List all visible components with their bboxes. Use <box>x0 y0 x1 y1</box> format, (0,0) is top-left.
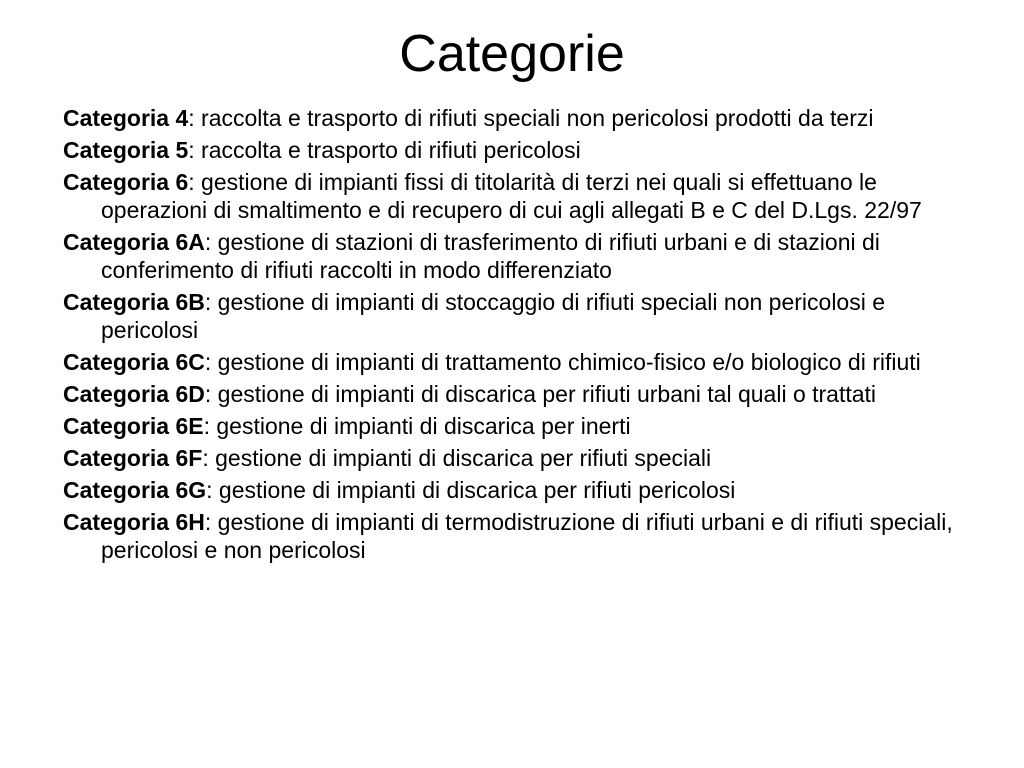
category-description: : gestione di impianti di discarica per rifiuti speciali <box>202 445 712 471</box>
category-name: Categoria 6H <box>63 509 205 535</box>
category-description: : gestione di impianti di trattamento chimico-fisico e/o biologico di rifiuti <box>204 349 921 375</box>
category-description: : gestione di impianti di discarica per rifiuti pericolosi <box>206 477 736 503</box>
category-item-5 <box>63 136 971 164</box>
category-list <box>63 104 971 568</box>
category-item-6b <box>63 288 971 344</box>
category-name: Categoria 6B <box>63 289 205 315</box>
category-name: Categoria 6E <box>63 413 204 439</box>
category-name: Categoria 5 <box>63 137 189 163</box>
category-item-4 <box>63 104 971 132</box>
category-description: : gestione di impianti fissi di titolarità di terzi nei quali si effettuano le operazioni di smaltimento e di recupero di cui agli allegati B e C del D.Lgs. 22/97 <box>101 169 922 223</box>
category-description: : gestione di stazioni di trasferimento di rifiuti urbani e di stazioni di conferimento di rifiuti raccolti in modo differenziato <box>101 229 880 283</box>
category-item-6g <box>63 476 971 504</box>
category-item-6a <box>63 228 971 284</box>
category-name: Categoria 6D <box>63 381 205 407</box>
category-name: Categoria 4 <box>63 105 189 131</box>
category-description: : gestione di impianti di discarica per inerti <box>203 413 631 439</box>
category-name: Categoria 6A <box>63 229 205 255</box>
category-description: : gestione di impianti di discarica per rifiuti urbani tal quali o trattati <box>204 381 877 407</box>
category-item-6f <box>63 444 971 472</box>
category-item-6h <box>63 508 971 564</box>
category-name: Categoria 6F <box>63 445 203 471</box>
category-name: Categoria 6C <box>63 349 205 375</box>
category-description: : gestione di impianti di stoccaggio di rifiuti speciali non pericolosi e pericolosi <box>101 289 886 343</box>
category-item-6e <box>63 412 971 440</box>
category-description: : gestione di impianti di termodistruzione di rifiuti urbani e di rifiuti speciali, pericolosi e non pericolosi <box>101 509 953 563</box>
category-item-6d <box>63 380 971 408</box>
category-name: Categoria 6G <box>63 477 207 503</box>
category-item-6 <box>63 168 971 224</box>
category-description: : raccolta e trasporto di rifiuti speciali non pericolosi prodotti da terzi <box>188 105 874 131</box>
category-item-6c <box>63 348 971 376</box>
category-description: : raccolta e trasporto di rifiuti pericolosi <box>188 137 581 163</box>
slide-title: Categorie <box>399 25 625 83</box>
category-name: Categoria 6 <box>63 169 189 195</box>
